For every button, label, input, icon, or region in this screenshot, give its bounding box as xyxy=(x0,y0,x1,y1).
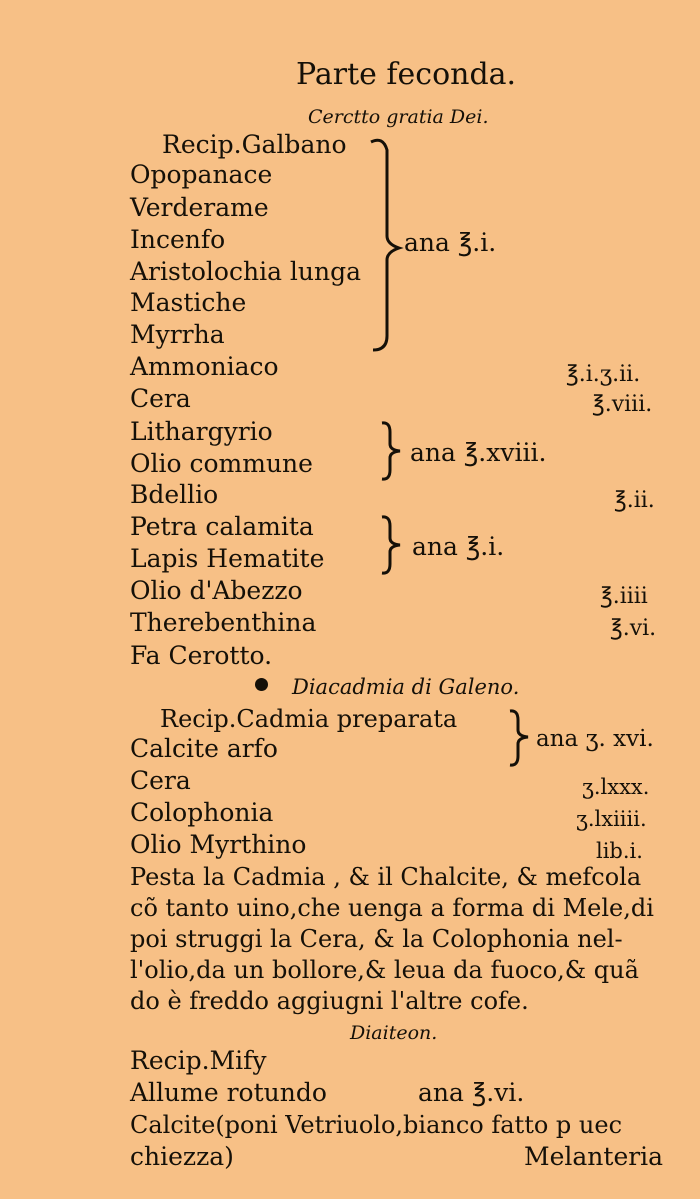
ingredient-misy: Recip.Mify xyxy=(130,1046,267,1075)
paragraph-line: poi struggi la Cera, & la Colophonia nel- xyxy=(130,925,623,953)
ingredient-cadmia: Recip.Cadmia preparata xyxy=(160,705,458,733)
ingredient-mastiche: Mastiche xyxy=(130,288,247,317)
dose-colophonia: ʒ.lxiiii. xyxy=(576,807,647,831)
ingredient-opopanace: Opopanace xyxy=(130,160,273,189)
paragraph-line: cõ tanto uino,che uenga a forma di Mele,di xyxy=(130,894,654,922)
ingredient-lithargyrio: Lithargyrio xyxy=(130,417,273,446)
page-title: Parte feconda. xyxy=(296,57,517,92)
dose-group3: ana ℥.i. xyxy=(412,532,505,561)
ingredient-calcite-arso: Calcite arfo xyxy=(130,734,278,763)
ingredient-incenso: Incenfo xyxy=(130,225,226,254)
dose-group2: ana ℥.xviii. xyxy=(410,438,547,467)
brace-group2 xyxy=(376,420,406,482)
dose-therebenthina: ℥.vi. xyxy=(610,616,657,641)
ingredient-olio-commune: Olio commune xyxy=(130,449,313,478)
brace-diacadmia xyxy=(504,708,534,768)
ingredient-cera: Cera xyxy=(130,384,191,413)
ingredient-colophonia: Colophonia xyxy=(130,798,274,827)
instructions-paragraph xyxy=(130,862,670,1017)
brace-group3 xyxy=(376,514,406,576)
ingredient-galbano: Recip.Galbano xyxy=(162,130,347,159)
dose-group1: ana ℥.i. xyxy=(404,228,497,257)
dose-diacadmia-group: ana ʒ. xvi. xyxy=(536,726,654,752)
ingredient-cera-2: Cera xyxy=(130,766,191,795)
dose-ammoniaco: ℥.i.ʒ.ii. xyxy=(566,362,641,387)
closing-fa-cerotto: Fa Cerotto. xyxy=(130,641,273,670)
bullet-dot-icon xyxy=(255,678,268,691)
section-heading-cerotto: Cerctto gratia Dei. xyxy=(308,106,489,128)
dose-olio-abezzo: ℥.iiii xyxy=(600,584,648,609)
ingredient-olio-abezzo: Olio d'Abezzo xyxy=(130,576,303,605)
section-heading-diacadmia: Diacadmia di Galeno. xyxy=(292,675,520,699)
brace-group1 xyxy=(365,136,405,356)
ingredient-myrrha: Myrrha xyxy=(130,320,225,349)
ingredient-therebenthina: Therebenthina xyxy=(130,608,317,637)
ingredient-allume: Allume rotundo xyxy=(130,1078,327,1107)
ingredient-aristolochia: Aristolochia lunga xyxy=(130,257,362,286)
dose-bdellio: ℥.ii. xyxy=(614,488,655,513)
paragraph-line: Pesta la Cadmia , & il Chalcite, & mefcola xyxy=(130,863,642,891)
paragraph-line: l'olio,da un bollore,& leua da fuoco,& quã xyxy=(130,956,639,984)
ingredient-lapis-hematite: Lapis Hematite xyxy=(130,544,325,573)
dose-cera-2: ʒ.lxxx. xyxy=(582,775,650,799)
dose-olio-myrthino: lib.i. xyxy=(596,839,643,863)
ingredient-olio-myrthino: Olio Myrthino xyxy=(130,830,307,859)
ingredient-petra-calamita: Petra calamita xyxy=(130,512,314,541)
dose-cera: ℥.viii. xyxy=(592,392,653,417)
ingredient-verderame: Verderame xyxy=(130,193,269,222)
section-heading-diaiteon: Diaiteon. xyxy=(350,1022,438,1044)
dose-allume: ana ℥.vi. xyxy=(418,1078,525,1107)
ingredient-chiezza: chiezza) xyxy=(130,1142,234,1171)
ingredient-bdellio: Bdellio xyxy=(130,480,219,509)
ingredient-ammoniaco: Ammoniaco xyxy=(130,352,279,381)
melanteria-label: Melanteria xyxy=(524,1142,664,1171)
ingredient-calcite-note: Calcite(poni Vetriuolo,bianco fatto p uec xyxy=(130,1111,623,1139)
paragraph-line: do è freddo aggiugni l'altre cofe. xyxy=(130,987,529,1015)
